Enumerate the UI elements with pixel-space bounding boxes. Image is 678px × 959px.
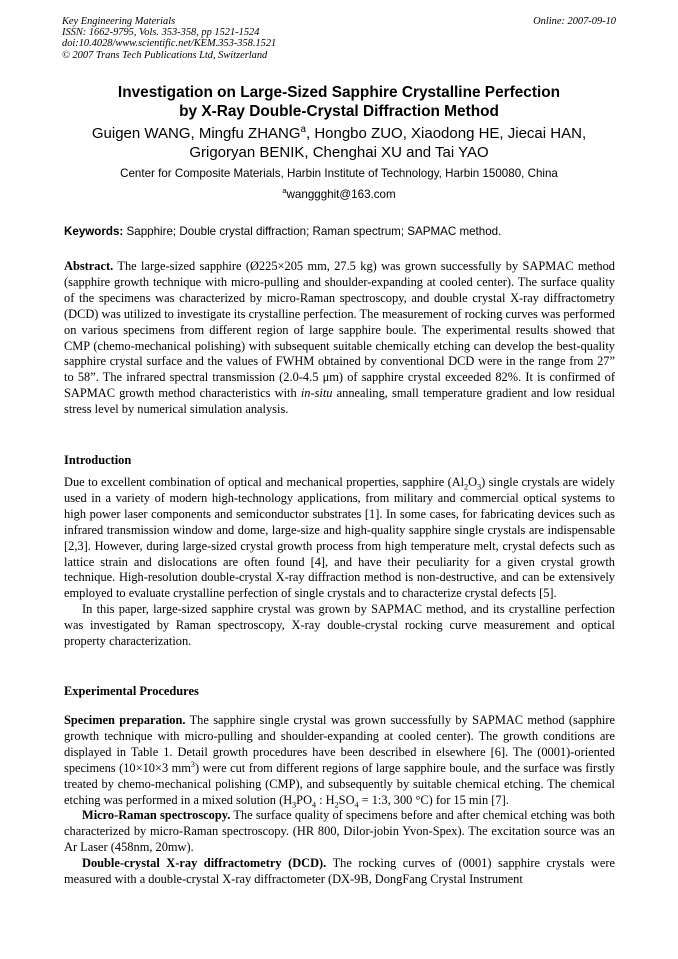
prep-text-e: SO [338, 792, 355, 807]
specimen-preparation-label: Specimen preparation. [64, 713, 186, 727]
keywords [64, 225, 616, 239]
experimental-body [64, 713, 615, 888]
introduction-body [64, 475, 615, 650]
authors-line-2: Grigoryan BENIK, Chenghai XU and Tai YAO [189, 144, 489, 161]
prep-text-a: The sapphire single crystal was grown successfully by SAPMAC method (sapphire growth technique with micro-pulling and shoulder-expanding at cooled center). The growth conditions are displayed in Table 1. Detail growth procedures have been described in elsewhere [6]. The (0001)-oriented specimens (10×10×3 mm [64, 713, 616, 775]
author-text-2: , Hongbo ZUO, Xiaodong HE, Jiecai HAN, [305, 125, 587, 142]
author-text-1: Guigen WANG, Mingfu ZHANG [91, 125, 301, 142]
author-email [40, 188, 638, 202]
section-heading-experimental: Experimental Procedures [64, 684, 199, 698]
abstract-italic: in-situ [300, 386, 333, 401]
prep-sub-1: 3 [292, 800, 297, 809]
specimen-preparation-paragraph [64, 713, 615, 808]
journal-name: Key Engineering Materials [62, 16, 176, 27]
abstract-paragraph [64, 259, 615, 418]
section-heading-introduction: Introduction [64, 453, 132, 467]
abstract-text-1: The large-sized sapphire (Ø225×205 mm, 27.5 kg) was grown successfully by SAPMAC method (sapphire growth technique with micro-pulling and shoulder-expanding at cooled center). The surface quality of the specimens was characterized by micro-Raman spectroscopy, and double crystal X-ray diffractometry (DCD) was utilized to investigate its crystalline perfection. The measurement of rocking curves was performed on various specimens from different region of large sapphire boule. The experimental results showed that CMP (chemo-mechanical polishing) with subsequent suitable chemically etching can develop the best-quality sapphire crystal surface and the values of FWHM obtained by conventional DCD were in the range from 27” to 58”. The infrared spectral transmission (2.0-4.5 μm) of sapphire crystal exceeded 82%. It is confirmed of SAPMAC growth method characteristics with [64, 259, 616, 401]
intro-text-c: ) single crystals are widely used in a variety of modern high-technology applications, from military and commercial optical systems to high power laser components and semiconductor substrates [1]. In some cases, for fabricating devices such as infrared transmission window and dome, large-size and high-quality sapphire single crystals are indispensable [2,3]. However, during large-sized crystal growth process from high temperature melt, crystal defects such as lattice strain and dislocations are often found [4], and have their peculiarity for a given crystal growth technique. High-resolution double-crystal X-ray diffraction method is non-destructive, and can be extensively employed to evaluate crystalline perfection of single crystals and to characterize crystal defects [5]. [64, 475, 616, 601]
journal-doi: doi:10.4028/www.scientific.net/KEM.353-358.1521 [62, 38, 277, 50]
abstract-text-2: annealing, small temperature gradient and low residual stress level by numerical simulation analysis. [64, 386, 616, 417]
authors-line-1 [40, 124, 638, 143]
dcd-paragraph [64, 856, 615, 888]
prep-sub-4: 4 [354, 800, 359, 809]
journal-header [62, 16, 276, 61]
prep-text-f: = 1:3, 300 °C) for 15 min [7]. [358, 792, 509, 807]
paper-title [40, 83, 638, 121]
email-address: wanggghit@163.com [286, 188, 396, 201]
email-mark: a [282, 186, 287, 196]
keywords-text: Sapphire; Double crystal diffraction; Raman spectrum; SAPMAC method. [126, 225, 502, 238]
journal-copyright: © 2007 Trans Tech Publications Ltd, Switzerland [62, 49, 268, 61]
prep-sup: 3 [190, 759, 195, 769]
intro-text-a: Due to excellent combination of optical and mechanical properties, sapphire (Al [64, 475, 465, 489]
keywords-label: Keywords: [64, 225, 124, 238]
dcd-label: Double-crystal X-ray diffractometry (DCD). [82, 856, 327, 871]
prep-text-d: : H [316, 792, 335, 807]
title-line-2: by X-Ray Double-Crystal Diffraction Method [179, 103, 499, 120]
prep-sub-3: 2 [334, 800, 339, 809]
title-line-1: Investigation on Large-Sized Sapphire Crystalline Perfection [117, 84, 561, 101]
dcd-text: The rocking curves of (0001) sapphire crystals were measured with a double-crystal X-ray diffractometer (DX-9B, DongFang Crystal Instrument [64, 856, 615, 887]
intro-paragraph-2: In this paper, large-sized sapphire crystal was grown by SAPMAC method, and its crystalline perfection was investigated by Raman spectroscopy, X-ray double-crystal rocking curve measurement and optical property characterization. [64, 602, 615, 649]
author-list [40, 124, 638, 162]
micro-raman-text: The surface quality of specimens before and after chemical etching was both characterized by micro-Raman spectroscopy. (HR 800, Dilor-jobin Yvon-Spex). The excitation source was an Ar Laser (458nm, 20mw). [64, 808, 615, 855]
micro-raman-label: Micro-Raman spectroscopy. [82, 808, 231, 823]
intro-text-b: O [468, 475, 478, 489]
online-date: Online: 2007-09-10 [533, 16, 616, 27]
prep-text-b: ) were cut from different regions of large sapphire boule, and the surface was firstly treated by chemo-mechanical polishing (CMP), and subsequently by suitable chemical etching. The chemical etching was performed in a mixed solution (H [64, 760, 615, 807]
abstract-label: Abstract. [64, 259, 114, 273]
intro-sub-2: 3 [477, 482, 482, 492]
intro-sub-1: 2 [464, 482, 469, 492]
prep-sub-2: 4 [312, 800, 317, 809]
intro-paragraph-1 [64, 475, 615, 602]
author-affil-mark: a [300, 124, 306, 135]
prep-text-c: PO [296, 792, 313, 807]
micro-raman-paragraph [64, 808, 615, 856]
affiliation: Center for Composite Materials, Harbin Institute of Technology, Harbin 150080, China [120, 167, 558, 180]
journal-issn: ISSN: 1662-9795, Vols. 353-358, pp 1521-1524 [62, 27, 260, 39]
abstract [64, 259, 615, 418]
